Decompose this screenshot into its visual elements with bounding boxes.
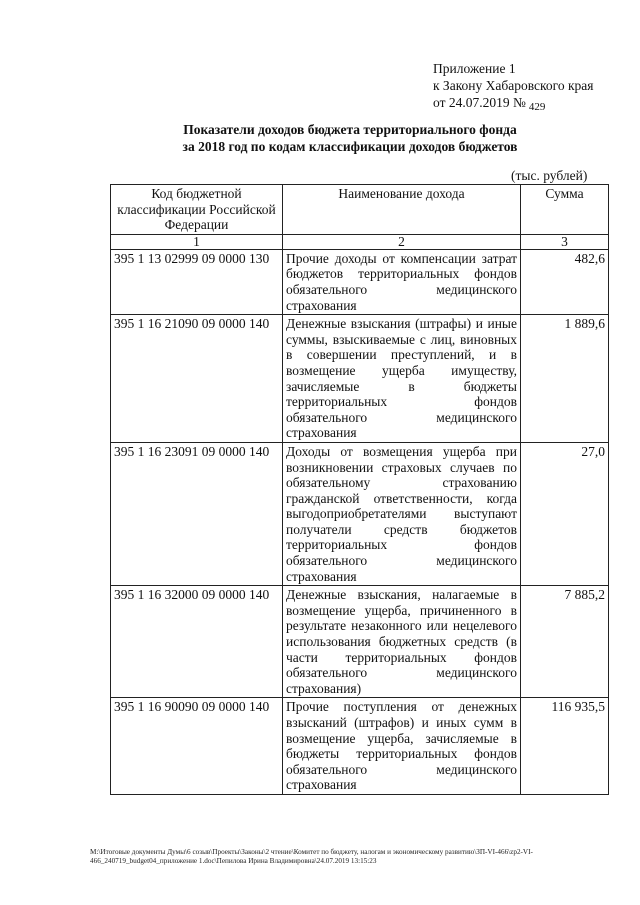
document-title <box>120 121 580 155</box>
header-sum: Сумма <box>521 185 609 235</box>
table-header-row <box>111 185 609 235</box>
column-number-row <box>111 234 609 249</box>
table-row <box>111 698 609 795</box>
file-path-footer: М:\Итоговые документы Думы\6 созыв\Проекты\Законы\2 чтение\Комитет по бюджету, налогам и экономическому развитию\ЗП-VI-466\zp2-VI-466_240719_budget04_приложение 1.doc\Пепилова Ирина Владимировна\24.07.2019 13:15:23 <box>90 848 533 865</box>
annex-line-2: к Закону Хабаровского края <box>433 78 594 93</box>
units-label: (тыс. рублей) <box>511 168 588 183</box>
annex-line-1: Приложение 1 <box>433 61 516 76</box>
title-line-1: Показатели доходов бюджета территориального фонда <box>183 122 517 137</box>
row-code: 395 1 16 32000 09 0000 140 <box>111 586 283 698</box>
column-number-1: 1 <box>111 234 283 249</box>
row-code: 395 1 16 90090 09 0000 140 <box>111 698 283 795</box>
row-name: Прочие поступления от денежных взысканий (штрафов) и иных сумм в возмещение ущерба, зачисляемые в бюджеты территориальных фондов обязательного медицинского страхования <box>283 698 521 795</box>
annex-line-3 <box>433 94 594 113</box>
row-sum: 1 889,6 <box>521 315 609 443</box>
row-sum: 482,6 <box>521 249 609 314</box>
annex-date: от 24.07.2019 № <box>433 95 526 110</box>
title-line-2: за 2018 год по кодам классификации доходов бюджетов <box>182 139 518 154</box>
table-row <box>111 249 609 314</box>
row-code: 395 1 16 21090 09 0000 140 <box>111 315 283 443</box>
row-code: 395 1 16 23091 09 0000 140 <box>111 442 283 585</box>
row-name: Прочие доходы от компенсации затрат бюджетов территориальных фондов обязательного медицинского страхования <box>283 249 521 314</box>
row-name: Денежные взыскания (штрафы) и иные суммы, взыскиваемые с лиц, виновных в совершении преступлений, и в возмещение ущерба имуществу, зачисляемые в бюджеты территориальных фондов обязательного медицинского страхования <box>283 315 521 443</box>
table-row <box>111 315 609 443</box>
row-code: 395 1 13 02999 09 0000 130 <box>111 249 283 314</box>
table-row <box>111 586 609 698</box>
header-name: Наименование дохода <box>283 185 521 235</box>
revenue-table <box>110 184 609 795</box>
column-number-2: 2 <box>283 234 521 249</box>
row-sum: 7 885,2 <box>521 586 609 698</box>
header-code: Код бюджетной классификации Российской Федерации <box>111 185 283 235</box>
row-sum: 116 935,5 <box>521 698 609 795</box>
annex-block <box>433 60 594 113</box>
row-name: Денежные взыскания, налагаемые в возмещение ущерба, причиненного в результате незаконного или нецелевого использования бюджетных средств (в части территориальных фондов обязательного медицинского страхования) <box>283 586 521 698</box>
table-row <box>111 442 609 585</box>
row-name: Доходы от возмещения ущерба при возникновении страховых случаев по обязательному страхованию гражданской ответственности, когда выгодоприобретателями выступают получатели средств бюджетов территориальных фондов обязательного медицинского страхования <box>283 442 521 585</box>
column-number-3: 3 <box>521 234 609 249</box>
row-sum: 27,0 <box>521 442 609 585</box>
annex-number: 429 <box>528 101 546 113</box>
